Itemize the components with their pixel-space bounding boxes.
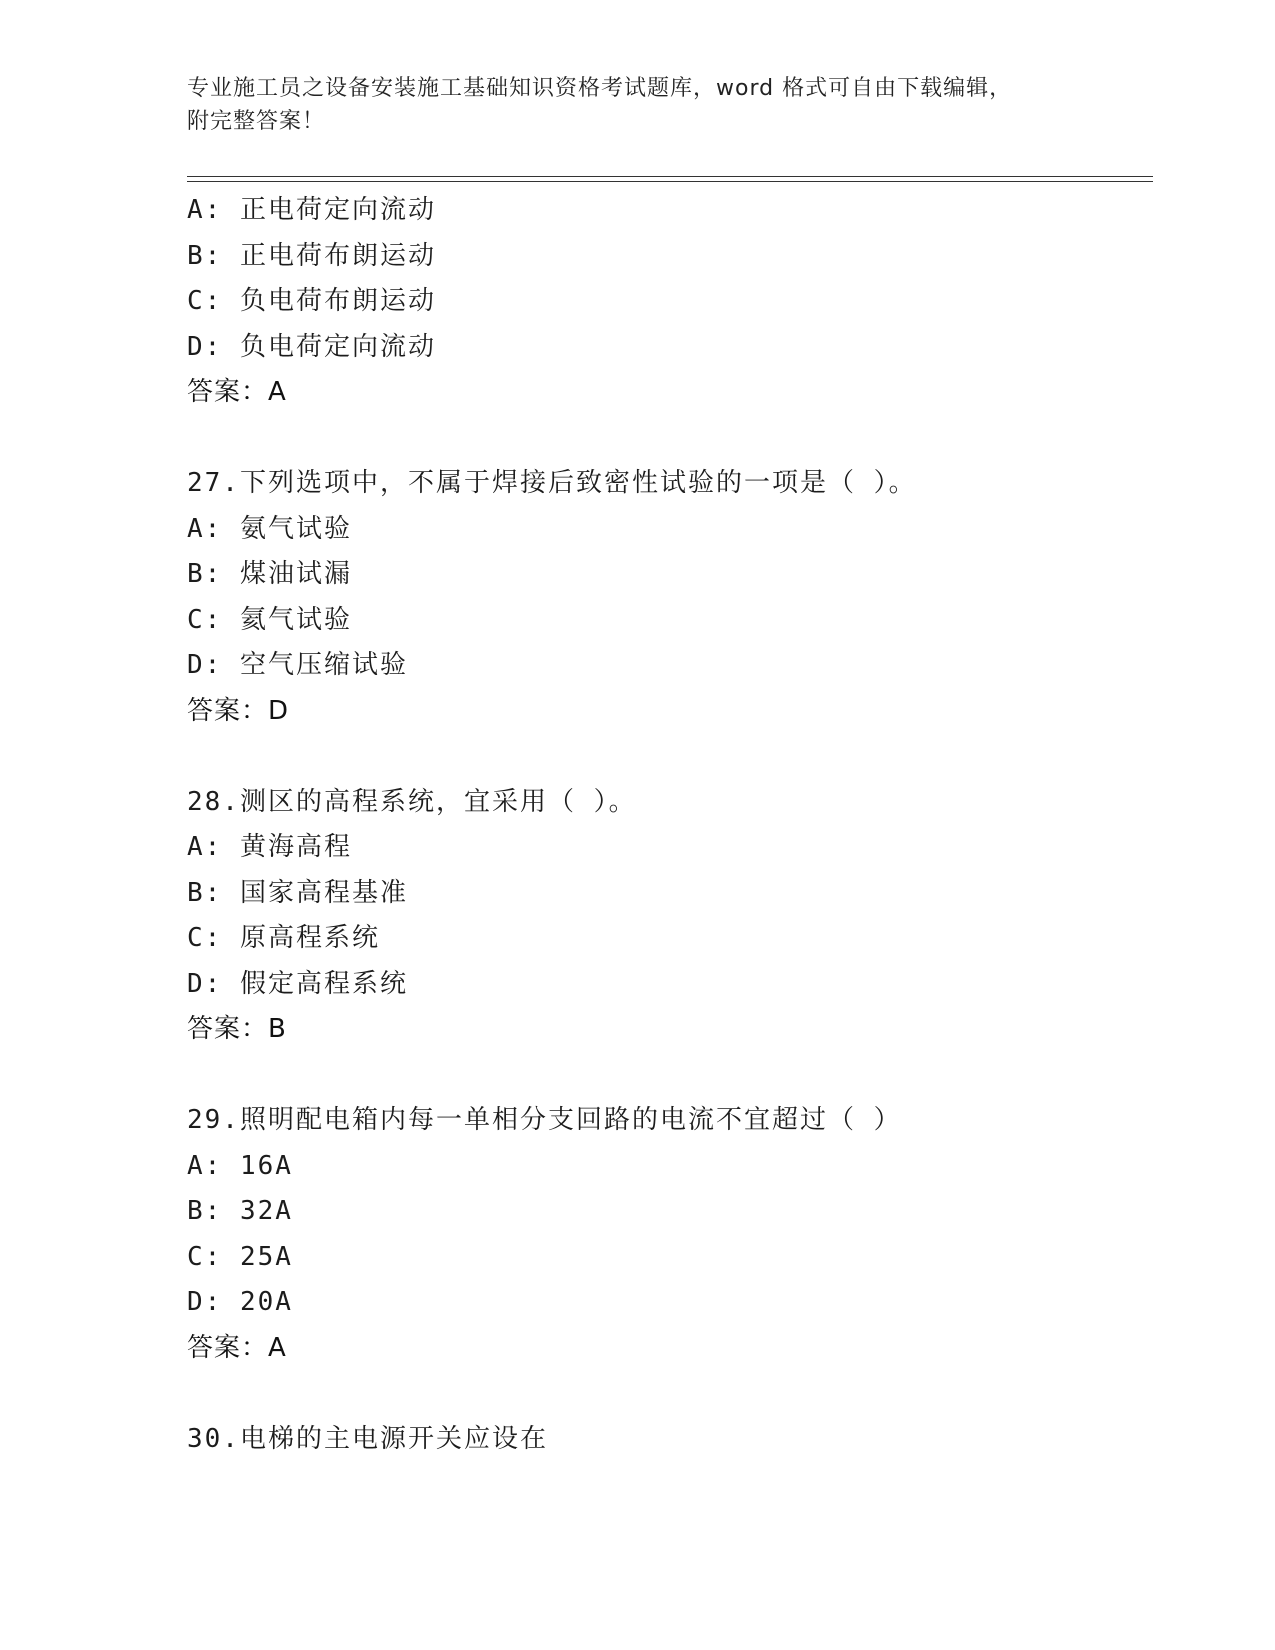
answer-text: 答案：B — [187, 1014, 287, 1044]
question-26 — [187, 188, 1147, 416]
option-c: C: 原高程系统 — [187, 923, 380, 953]
question-29 — [187, 1098, 1147, 1371]
question-text: 30.电梯的主电源开关应设在 — [187, 1423, 548, 1454]
answer-text: 答案：A — [187, 1332, 287, 1363]
spacer — [187, 416, 1147, 462]
option-b: B: 32A — [187, 1196, 293, 1226]
question-text: 28.测区的高程系统，宜采用（ ）。 — [187, 786, 637, 817]
answer-text: 答案：D — [187, 695, 290, 726]
question-30 — [187, 1417, 1147, 1463]
question-text: 29.照明配电箱内每一单相分支回路的电流不宜超过（ ） — [187, 1105, 902, 1135]
option-d: D: 假定高程系统 — [187, 968, 408, 999]
option-c: C: 25A — [187, 1241, 293, 1272]
option-a: A: 16A — [187, 1150, 293, 1181]
answer-text: 答案：A — [187, 377, 287, 407]
option-d: D: 空气压缩试验 — [187, 650, 408, 680]
option-a: A: 氨气试验 — [187, 513, 352, 544]
option-c: C: 氦气试验 — [187, 604, 352, 635]
spacer — [187, 734, 1147, 780]
question-text: 27.下列选项中，不属于焊接后致密性试验的一项是（ ）。 — [187, 468, 917, 498]
option-a: A: 正电荷定向流动 — [187, 195, 436, 225]
question-list — [187, 188, 1147, 1462]
option-d: D: 负电荷定向流动 — [187, 331, 436, 362]
header-line-1: 专业施工员之设备安装施工基础知识资格考试题库，word 格式可自由下载编辑， — [187, 76, 1013, 101]
option-b: B: 国家高程基准 — [187, 877, 408, 908]
option-c: C: 负电荷布朗运动 — [187, 286, 436, 316]
header-line-2: 附完整答案！ — [187, 109, 326, 134]
option-b: B: 煤油试漏 — [187, 559, 352, 589]
question-27 — [187, 461, 1147, 734]
document-header — [187, 72, 1067, 138]
option-a: A: 黄海高程 — [187, 832, 352, 862]
header-divider-bottom — [187, 181, 1153, 182]
spacer — [187, 1053, 1147, 1099]
option-b: B: 正电荷布朗运动 — [187, 240, 436, 271]
question-28 — [187, 780, 1147, 1053]
spacer — [187, 1371, 1147, 1417]
header-divider-top — [187, 176, 1153, 177]
option-d: D: 20A — [187, 1287, 293, 1317]
